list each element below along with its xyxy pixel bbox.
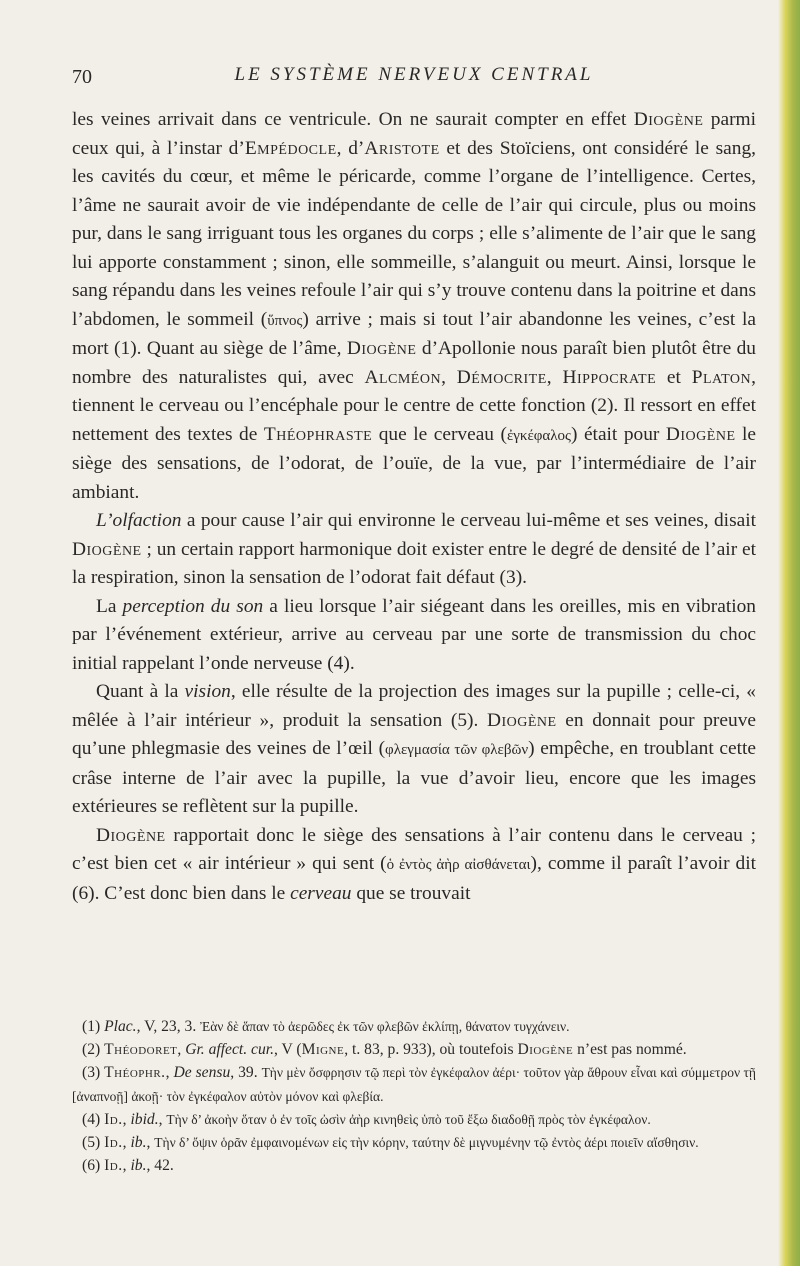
name-theophraste: Théophraste (263, 423, 373, 445)
name-alcmeon: Alcméon (364, 366, 442, 388)
body-text (72, 106, 756, 908)
greek-phlegmasia: φλεγμασία τῶν φλεβῶν (385, 742, 529, 758)
term-olfaction: L’olfaction (96, 510, 182, 531)
footnote-3: (3) Théophr., De sensu, 39. Τὴν μὲν ὄσφρησιν τῷ περὶ τὸν ἐγκέφαλον ἀέρι· τοῦτον γὰρ ἄθρουν εἶναι καὶ σύμμετρον τῇ [ἀναπνοῇ] ἀκοῇ· τὸν ἐγκέφαλον αὐτὸν μόνον καὶ φλεβία. (72, 1064, 756, 1104)
page-number: 70 (72, 66, 92, 88)
greek-enkephalos: ἐγκέφαλος (506, 427, 571, 444)
name-empedocle: Empédocle (244, 137, 337, 159)
footnote-6: (6) Id., ib., 42. (82, 1157, 174, 1175)
page-header (72, 64, 756, 94)
term-perception-son: perception du son (122, 595, 264, 617)
paragraph-5: Diogène rapportait donc le siège des sensations à l’air contenu dans le cerveau ; c’est bien cet « air intérieur » qui sent (ὁ ἐντὸς ἀὴρ αἰσθάνεται), comme il paraît l’avoir dit (6). C’est donc bien dans le cerveau que se trouvait (72, 824, 756, 904)
name-hippocrate: Hippocrate (562, 366, 657, 388)
name-diogene: Diogène (346, 338, 417, 359)
name-diogene: Diogène (665, 423, 736, 445)
footnote-5: (5) Id., ib., Τὴν δ’ ὄψιν ὁρᾶν ἐμφαινομένων εἰς τὴν κόρην, ταύτην δὲ μιγνυμένην τῷ ἐντὸς ἀέρι ποιεῖν αἴσθησιν. (82, 1134, 699, 1152)
footnote-2: (2) Théodoret, Gr. affect. cur., V (Migne, t. 83, p. 933), où toutefois Diogène n’est pas nommé. (82, 1041, 687, 1059)
paragraph-4: Quant à la vision, elle résulte de la projection des images sur la pupille ; celle-ci, « mêlée à l’air intérieur », produit la sensation (5). Diogène en donnait pour preuve qu’une phlegmasie des veines de l’œil (φλεγμασία τῶν φλεβῶν) empêche, en troublant cette crâse interne de l’air avec la pupille, la vue d’avoir lieu, encore que les images extérieures se reflètent sur la pupille. (72, 681, 756, 817)
name-diogene: Diogène (72, 538, 142, 560)
running-title: LE SYSTÈME NERVEUX CENTRAL (234, 64, 594, 85)
footnote-4: (4) Id., ibid., Τὴν δ’ ἀκοὴν ὅταν ὁ ἐν τοῖς ὠσὶν ἀὴρ κινηθεὶς ὑπὸ τοῦ ἔξω διαδοθῇ πρὸς τὸν ἐγκέφαλον. (82, 1110, 651, 1128)
footnote-1: (1) Plac., V, 23, 3. Ἐὰν δὲ ἅπαν τὸ ἀερῶδες ἐκ τῶν φλεβῶν ἐκλίπῃ, θάνατον τυγχάνειν. (82, 1018, 570, 1035)
page-edge-stain (778, 0, 800, 1266)
paragraph-2: L’olfaction a pour cause l’air qui environne le cerveau lui-même et ses veines, disait Diogène ; un certain rapport harmonique doit exister entre le degré de densité de l’air et la respiration, sinon la sensation de l’odorat fait défaut (3). (72, 510, 756, 588)
name-aristote: Aristote (364, 137, 440, 159)
footnotes (72, 1015, 756, 1177)
term-cerveau: cerveau (290, 882, 352, 904)
paragraph-3: La perception du son a lieu lorsque l’air siégeant dans les oreilles, mis en vibration par l’événement extérieur, arrive au cerveau par une sorte de transmission du choc initial rappelant l’onde nerveuse (4). (72, 595, 756, 674)
name-platon: Platon (691, 366, 752, 388)
name-diogene: Diogène (486, 709, 557, 731)
name-democrite: Démocrite (456, 366, 547, 388)
greek-hypnos: ὕπνος (267, 312, 303, 329)
greek-entos-aer: ὁ ἐντὸς ἀὴρ αἰσθάνεται (386, 857, 531, 873)
paragraph-1: les veines arrivait dans ce ventricule. On ne saurait compter en effet Diogène parmi ceux qui, à l’instar d’Empédocle, d’Aristote et des Stoïciens, ont considéré le sang, les cavités du cœur, et même le péricarde, comme l’organe de l’intelligence. Certes, l’âme ne saurait avoir de vie indépendante de celle de l’air qui circule, plus ou moins pur, dans le sang irriguant tous les organes du corps ; elle s’alimente de l’air que le sang lui apporte constamment ; sinon, elle sommeille, s’alanguit ou meurt. Ainsi, lorsque le sang répandu dans les veines refoule l’air qui s’y trouve contenu dans la poitrine et dans l’abdomen, le sommeil (ὕπνος) arrive ; mais si tout l’air abandonne les veines, c’est la mort (1). Quant au siège de l’âme, Diogène d’Apollonie nous paraît bien plutôt être du nombre des naturalistes qui, avec Alcméon, Démocrite, Hippocrate et Platon, tiennent le cerveau ou l’encéphale pour le centre de cette fonction (2). Il ressort en effet nettement des textes de Théophraste que le cerveau (ἐγκέφαλος) était pour Diogène le siège des sensations, de l’odorat, de l’ouïe, de la vue, par l’intermédiaire de l’air ambiant. (72, 109, 757, 503)
name-diogene: Diogène (633, 109, 704, 130)
term-vision: vision (184, 681, 231, 702)
name-diogene: Diogène (96, 824, 166, 846)
